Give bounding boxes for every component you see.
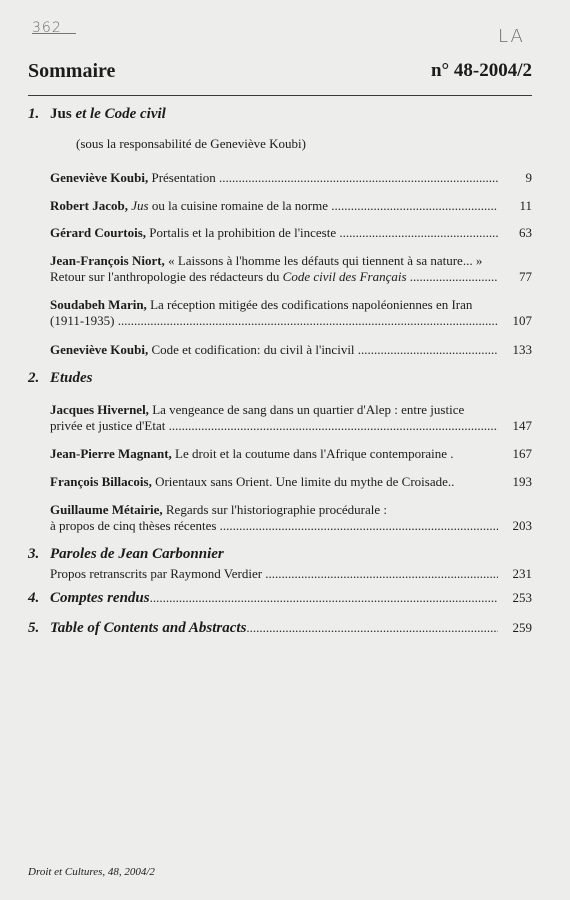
- entry-page: 11: [519, 198, 532, 213]
- entry-title: Propos retranscrits par Raymond Verdier: [50, 566, 263, 581]
- toc-entry[interactable]: [50, 225, 532, 241]
- entry-page: 9: [525, 170, 532, 185]
- handwritten-initials: LA: [498, 26, 525, 47]
- toc-entry[interactable]: [50, 342, 532, 358]
- page-footer: Droit et Cultures, 48, 2004/2: [28, 866, 155, 878]
- entry-author: Geneviève Koubi,: [50, 342, 149, 357]
- entry-page: 231: [512, 566, 532, 581]
- entry-author: Robert Jacob,: [50, 198, 128, 213]
- header: [28, 60, 532, 86]
- section-label-italic: Etudes: [50, 370, 93, 386]
- entry-page: 259: [512, 620, 532, 635]
- section-number: 5.: [28, 620, 40, 636]
- entry-author: Jean-François Niort,: [50, 253, 165, 268]
- dot-leader: [165, 418, 498, 433]
- dot-leader: [150, 590, 498, 606]
- toc-entry[interactable]: [50, 502, 532, 534]
- issue-number: n° 48-2004/2: [430, 60, 532, 81]
- dot-leader: [407, 269, 498, 284]
- section-number: 3.: [28, 546, 40, 562]
- entry-title-italic: Code civil des Français: [282, 269, 407, 284]
- section-number: 4.: [28, 590, 40, 606]
- entry-page: 63: [519, 225, 532, 240]
- section-title: Comptes rendus: [50, 590, 150, 606]
- handwritten-page-number: 362: [32, 20, 76, 34]
- dot-leader: [246, 620, 498, 636]
- dot-leader: [355, 342, 498, 357]
- entry-page: 167: [512, 446, 532, 461]
- entry-page: 203: [512, 518, 532, 533]
- dot-leader: [216, 518, 498, 533]
- entry-title: Regards sur l'historiographie procédurale :: [165, 502, 387, 517]
- dot-leader: [115, 313, 498, 328]
- section-4-heading[interactable]: [28, 590, 532, 607]
- entry-title: Orientaux sans Orient. Une limite du mythe de Croisade..: [155, 474, 455, 489]
- toc-entry[interactable]: [50, 253, 532, 285]
- toc-entry[interactable]: [50, 446, 532, 462]
- entry-author: Jacques Hivernel,: [50, 402, 149, 417]
- header-rule: [28, 95, 532, 96]
- section-title: Table of Contents and Abstracts: [50, 620, 247, 636]
- entry-title: ou la cuisine romaine de la norme: [148, 198, 329, 213]
- entry-title: Le droit et la coutume dans l'Afrique contemporaine .: [175, 446, 454, 461]
- dot-leader: [216, 170, 498, 185]
- section-3-heading: [28, 546, 224, 563]
- entry-author: Guillaume Métairie,: [50, 502, 163, 517]
- toc-entry[interactable]: [50, 566, 532, 582]
- section-1-heading: [28, 106, 166, 123]
- section-5-heading[interactable]: [28, 620, 532, 637]
- section-note: (sous la responsabilité de Geneviève Koubi): [76, 136, 306, 151]
- entry-title-line2: privée et justice d'Etat: [50, 418, 166, 433]
- entry-page: 253: [512, 590, 532, 605]
- toc-entry[interactable]: [50, 170, 532, 186]
- entry-page: 107: [512, 313, 532, 328]
- entry-title: La réception mitigée des codifications napoléoniennes en Iran: [150, 297, 473, 312]
- entry-title: Portalis et la prohibition de l'inceste: [149, 225, 337, 240]
- entry-page: 77: [519, 269, 532, 284]
- dot-leader: [328, 198, 498, 213]
- dot-leader: [336, 225, 498, 240]
- page-title: Sommaire: [28, 60, 116, 82]
- entry-title: Code et codification: du civil à l'incivil: [151, 342, 355, 357]
- entry-page: 133: [512, 342, 532, 357]
- section-label-italic: Paroles de Jean Carbonnier: [50, 546, 224, 562]
- toc-entry[interactable]: [50, 198, 532, 214]
- entry-title-line2: Retour sur l'anthropologie des rédacteurs du: [50, 269, 283, 284]
- toc-entry[interactable]: [50, 474, 532, 490]
- section-number: 2.: [28, 370, 40, 386]
- entry-author: Soudabeh Marin,: [50, 297, 147, 312]
- entry-title-line2: à propos de cinq thèses récentes: [50, 518, 217, 533]
- entry-title: Présentation: [151, 170, 216, 185]
- entry-author: Geneviève Koubi,: [50, 170, 149, 185]
- entry-author: François Billacois,: [50, 474, 152, 489]
- entry-title: « Laissons à l'homme les défauts qui tiennent à sa nature... »: [168, 253, 483, 268]
- section-number: 1.: [28, 106, 40, 122]
- entry-title-italic: Jus: [131, 198, 149, 213]
- entry-author: Gérard Courtois,: [50, 225, 147, 240]
- section-label-plain: Jus: [50, 106, 72, 122]
- entry-page: 147: [512, 418, 532, 433]
- dot-leader: [262, 566, 498, 581]
- section-label-italic: et le Code civil: [71, 106, 166, 122]
- toc-entry[interactable]: [50, 297, 532, 329]
- toc-entry[interactable]: [50, 402, 532, 434]
- entry-title-line2: (1911-1935): [50, 313, 115, 328]
- section-2-heading: [28, 370, 93, 387]
- entry-author: Jean-Pierre Magnant,: [50, 446, 172, 461]
- entry-title: La vengeance de sang dans un quartier d'Alep : entre justice: [152, 402, 465, 417]
- entry-page: 193: [512, 474, 532, 489]
